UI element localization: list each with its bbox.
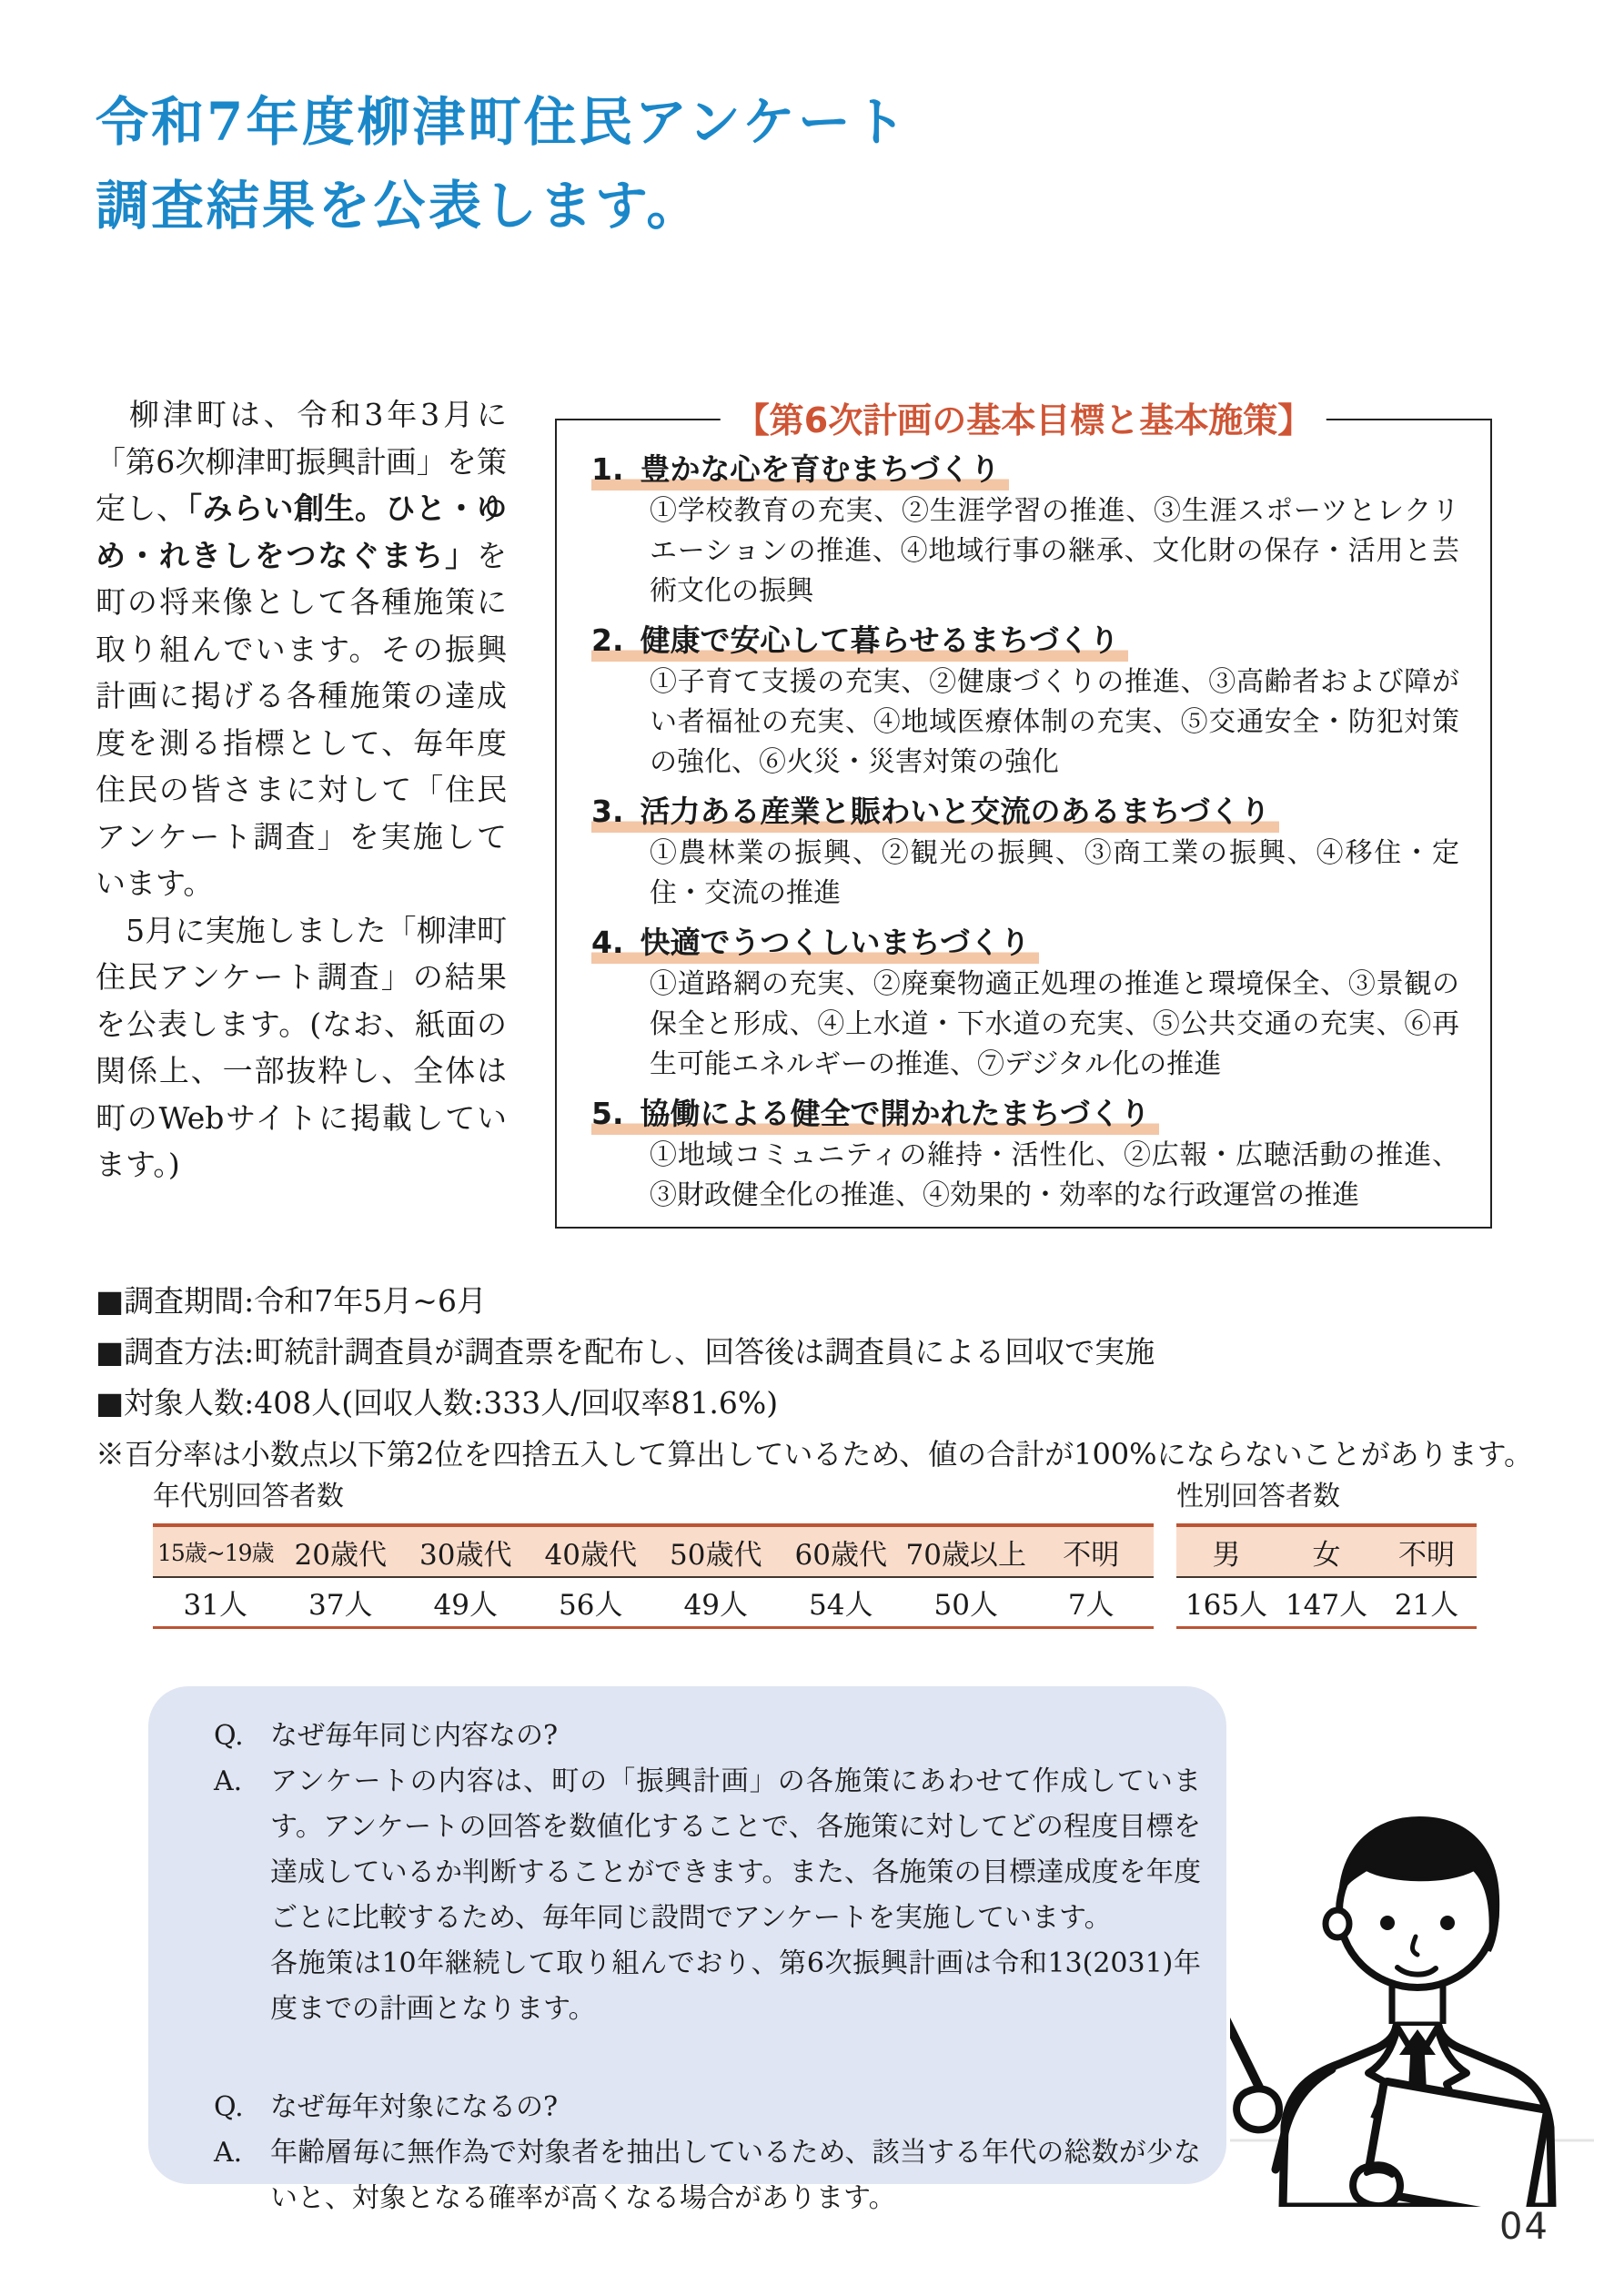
survey-method: ■調査方法:町統計調査員が調査票を配布し、回答後は調査員による回収で実施 — [96, 1334, 1155, 1370]
gender-table-value-row — [1176, 1578, 1477, 1629]
plan-item-3-heading — [591, 790, 1279, 834]
age-header-20s: 20歳代 — [294, 1538, 387, 1572]
intro-paragraph-1 — [96, 391, 507, 907]
qa-item-2-answer-row — [214, 2130, 1201, 2221]
ear — [1326, 1910, 1349, 1937]
plan-item-1-heading-text: 豊かな心を育むまちづくり — [640, 451, 1001, 487]
gender-table-block — [1176, 1480, 1477, 1629]
page-title-line-1: 令和7年度柳津町住民アンケート — [96, 91, 909, 153]
qa-item-1-question: なぜ毎年同じ内容なの? — [270, 1720, 559, 1752]
age-table-value-row — [153, 1578, 1154, 1629]
age-value-60s: 54人 — [809, 1589, 873, 1622]
qa-item-2-answer-paragraph-1: 年齢層毎に無作為で対象者を抽出しているため、該当する年代の総数が少ないと、対象となる確率が高くなる場合があります。 — [270, 2137, 1201, 2214]
qa-item-1-q-label: Q. — [214, 1720, 244, 1752]
gender-table — [1176, 1523, 1477, 1629]
age-table-block — [153, 1480, 1154, 1629]
age-value-50s: 49人 — [683, 1589, 748, 1622]
qa-item-1-answer-row — [214, 1759, 1201, 2032]
plan-item-3-heading-line — [591, 790, 1459, 834]
survey-info — [96, 1276, 1588, 1480]
plan-item-3-heading-text: 活力ある産業と賑わいと交流のあるまちづくり — [640, 794, 1271, 829]
gender-value-female: 147人 — [1285, 1589, 1368, 1622]
plan-item-1-heading — [591, 448, 1009, 491]
age-table — [153, 1523, 1154, 1629]
intro-paragraph-2: 5月に実施しました「柳津町住民アンケート調査」の結果を公表します。(なお、紙面の関係上、一部抜粋し、全体は町のWebサイトに掲載しています。) — [96, 912, 507, 1182]
plan-item-1-number: 1. — [591, 451, 624, 487]
age-header-50s: 50歳代 — [670, 1538, 762, 1572]
qa-item-1-answer — [270, 1759, 1201, 2032]
plan-box — [555, 400, 1492, 1229]
plan-item-2-heading-text: 健康で安心して暮らせるまちづくり — [640, 622, 1120, 658]
eye-right — [1440, 1916, 1455, 1930]
age-value-20s: 37人 — [308, 1589, 373, 1622]
plan-item-2-number: 2. — [591, 622, 624, 658]
plan-item-5-heading — [591, 1092, 1159, 1136]
qa-box — [148, 1686, 1226, 2214]
gender-header-female: 女 — [1312, 1538, 1341, 1572]
qa-item-2-q-label: Q. — [214, 2091, 244, 2123]
qa-item-2 — [214, 2085, 1201, 2221]
gender-table-title: 性別回答者数 — [1176, 1481, 1340, 1512]
age-header-unknown: 不明 — [1063, 1538, 1120, 1572]
qa-item-2-answer — [270, 2130, 1201, 2221]
qa-item-1 — [214, 1714, 1201, 2032]
plan-item-3-detail: ①農林業の振興、②観光の振興、③商工業の振興、④移住・定住・交流の推進 — [650, 837, 1459, 909]
intro-p1-bold-phrase: 「みらい創生。ひと・ゆめ・れきしをつなぐまち」 — [96, 491, 507, 573]
age-header-70plus: 70歳以上 — [905, 1538, 1026, 1572]
survey-sample: ■対象人数:408人(回収人数:333人/回収率81.6%) — [96, 1385, 779, 1421]
plan-item-5-number: 5. — [591, 1096, 624, 1131]
gender-value-male: 165人 — [1185, 1589, 1268, 1622]
plan-item-4-detail: ①道路網の充実、②廃棄物適正処理の推進と環境保全、③景観の保全と形成、④上水道・下水道の充実、⑤公共交通の充実、⑥再生可能エネルギーの推進、⑦デジタル化の推進 — [650, 968, 1459, 1080]
intro-text — [96, 391, 507, 1188]
gender-header-unknown: 不明 — [1398, 1538, 1455, 1572]
age-header-30s: 30歳代 — [419, 1538, 512, 1572]
intro-p1-pre: 柳津町は、令和3年3月に「第6次柳津町振興計画」を策定し、 — [96, 397, 507, 526]
age-table-title: 年代別回答者数 — [153, 1481, 344, 1512]
age-value-70plus: 50人 — [933, 1589, 998, 1622]
plan-item-3 — [591, 790, 1459, 914]
page-title — [96, 80, 909, 248]
plan-box-title: 【第6次計画の基本目標と基本施策】 — [721, 396, 1326, 445]
age-header-60s: 60歳代 — [794, 1538, 887, 1572]
age-header-15-19: 15歳~19歳 — [156, 1540, 274, 1566]
plan-item-2-heading-line — [591, 619, 1459, 663]
plan-item-4-number: 4. — [591, 925, 624, 960]
plan-item-5 — [591, 1092, 1459, 1216]
plan-item-1 — [591, 448, 1459, 612]
plan-item-4-heading-text: 快適でうつくしいまちづくり — [640, 925, 1031, 960]
survey-period: ■調査期間:令和7年5月~6月 — [96, 1283, 487, 1319]
plan-item-4-heading — [591, 921, 1039, 965]
age-header-40s: 40歳代 — [544, 1538, 637, 1572]
fist — [1236, 2089, 1279, 2129]
plan-item-5-heading-text: 協働による健全で開かれたまちづくり — [640, 1096, 1151, 1131]
qa-item-2-question-row — [214, 2085, 1201, 2130]
plan-item-5-detail: ①地域コミュニティの維持・活性化、②広報・広聴活動の推進、③財政健全化の推進、④効果的・効率的な行政運営の推進 — [650, 1139, 1459, 1211]
page-number: 04 — [1499, 2206, 1549, 2248]
plan-item-3-number: 3. — [591, 794, 624, 829]
age-value-unknown: 7人 — [1067, 1589, 1115, 1622]
gender-value-unknown: 21人 — [1394, 1589, 1459, 1622]
age-value-30s: 49人 — [433, 1589, 498, 1622]
age-value-15-19: 31人 — [183, 1589, 247, 1622]
plan-item-2-detail: ①子育て支援の充実、②健康づくりの推進、③高齢者および障がい者福祉の充実、④地域医療体制の充実、⑤交通安全・防犯対策の強化、⑥火災・災害対策の強化 — [650, 666, 1459, 778]
plan-item-1-detail: ①学校教育の充実、②生涯学習の推進、③生涯スポーツとレクリエーションの推進、④地域行事の継承、文化財の保存・活用と芸術文化の振興 — [650, 495, 1459, 607]
qa-item-1-a-label: A. — [214, 1765, 243, 1797]
plan-item-2-heading — [591, 619, 1128, 663]
age-value-40s: 56人 — [559, 1589, 623, 1622]
gender-table-header-row — [1176, 1523, 1477, 1578]
qa-item-1-answer-paragraph-1: アンケートの内容は、町の「振興計画」の各施策にあわせて作成しています。アンケートの回答を数値化することで、各施策に対してどの程度目標を達成しているか判断することができます。また、各施策の目標達成度を年度ごとに比較するため、毎年同じ設問でアンケートを実施しています。 — [270, 1765, 1201, 1934]
qa-item-2-a-label: A. — [214, 2137, 243, 2169]
plan-item-5-heading-line — [591, 1092, 1459, 1136]
qa-item-1-answer-paragraph-2: 各施策は10年継続して取り組んでおり、第6次振興計画は令和13(2031)年度までの計画となります。 — [270, 1947, 1201, 2025]
plan-item-4 — [591, 921, 1459, 1085]
plan-item-4-heading-line — [591, 921, 1459, 965]
eye-left — [1380, 1916, 1395, 1930]
plan-item-1-heading-line — [591, 448, 1459, 491]
page-title-line-2: 調査結果を公表します。 — [96, 175, 702, 237]
qa-item-2-question: なぜ毎年対象になるの? — [270, 2091, 559, 2123]
intro-p1-post: を町の将来像として各種施策に取り組んでいます。その振興計画に掲げる各種施策の達成度を測る指標として、毎年度住民の皆さまに対して「住民アンケート調査」を実施しています。 — [96, 537, 507, 901]
qa-item-1-question-row — [214, 1714, 1201, 1759]
gender-header-male: 男 — [1212, 1538, 1241, 1572]
person-illustration — [1230, 1802, 1594, 2207]
age-table-header-row — [153, 1523, 1154, 1578]
survey-note: ※百分率は小数点以下第2位を四捨五入して算出しているため、値の合計が100%にならないことがあります。 — [96, 1437, 1534, 1472]
plan-item-2 — [591, 619, 1459, 783]
